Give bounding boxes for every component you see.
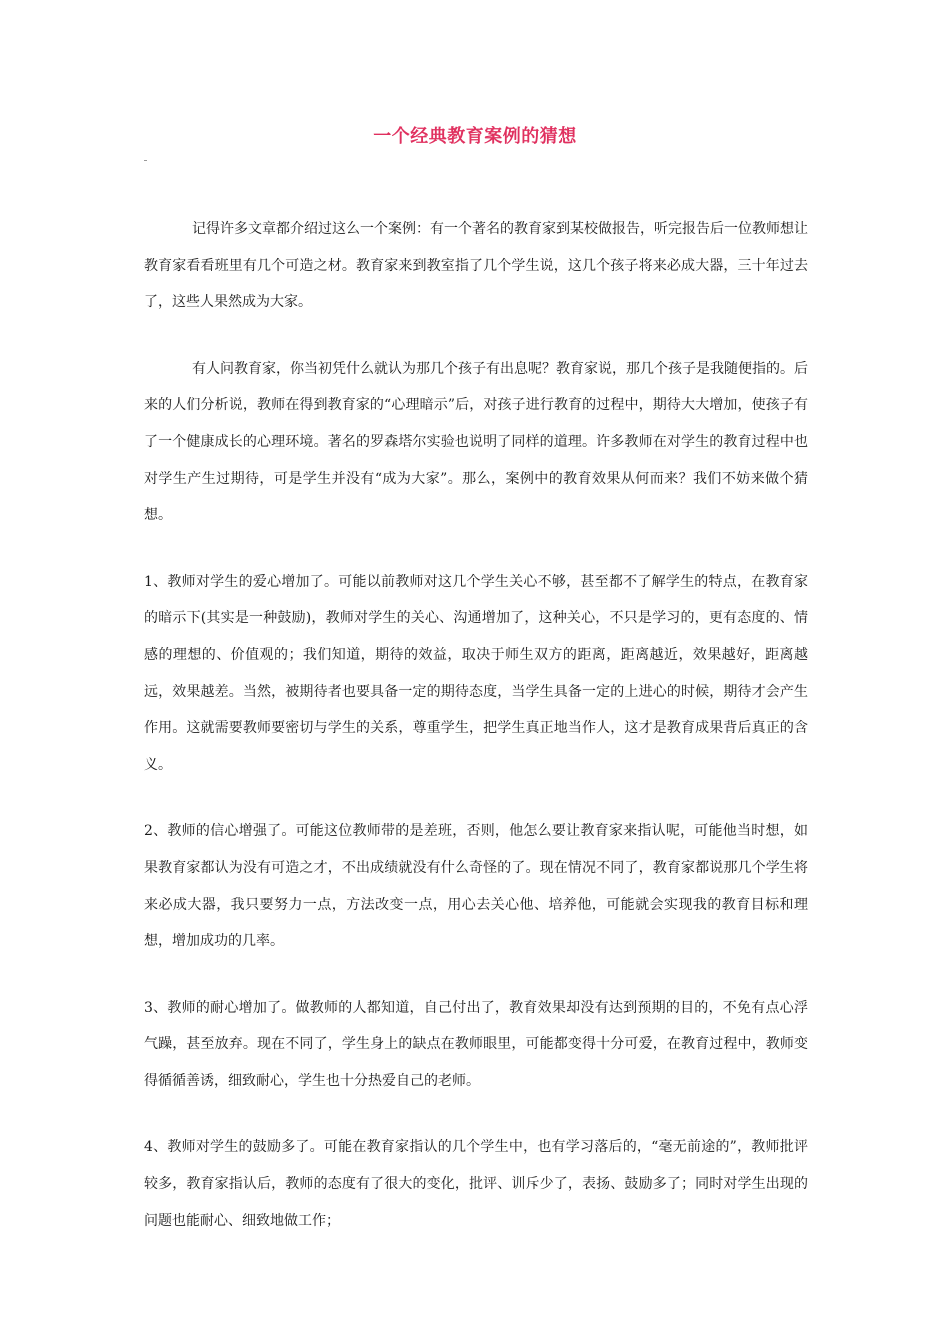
paragraph-point-4: 4、教师对学生的鼓励多了。可能在教育家指认的几个学生中，也有学习落后的，“毫无前途的”，教师批评较多，教育家指认后，教师的态度有了很大的变化，批评、训斥少了，表扬、鼓励多了；同时对学生出现的问题也能耐心、细致地做工作； [144, 1139, 808, 1229]
document-body [144, 211, 808, 1269]
paragraph-point-2: 2、教师的信心增强了。可能这位教师带的是差班，否则，他怎么要让教育家来指认呢，可能他当时想，如果教育家都认为没有可造之才，不出成绩就没有什么奇怪的了。现在情况不同了，教育家都说那几个学生将来必成大器，我只要努力一点，方法改变一点，用心去关心他、培养他，可能就会实现我的教育目标和理想，增加成功的几率。 [144, 823, 808, 950]
paragraph-intro: 记得许多文章都介绍过这么一个案例：有一个著名的教育家到某校做报告，听完报告后一位教师想让教育家看看班里有几个可造之材。教育家来到教室指了几个学生说，这几个孩子将来必成大器，三十年过去了，这些人果然成为大家。 [144, 221, 808, 311]
paragraph-point-3: 3、教师的耐心增加了。做教师的人都知道，自己付出了，教育效果却没有达到预期的目的，不免有点心浮气躁，甚至放弃。现在不同了，学生身上的缺点在教师眼里，可能都变得十分可爱，在教育过程中，教师变得循循善诱，细致耐心，学生也十分热爱自己的老师。 [144, 999, 808, 1089]
document-title: 一个经典教育案例的猜想 [373, 126, 577, 147]
paragraph-analysis: 有人问教育家，你当初凭什么就认为那几个孩子有出息呢？教育家说，那几个孩子是我随便指的。后来的人们分析说，教师在得到教育家的“心理暗示”后，对孩子进行教育的过程中，期待大大增加，使孩子有了一个健康成长的心理环境。著名的罗森塔尔实验也说明了同样的道理。许多教师在对学生的教育过程中也对学生产生过期待，可是学生并没有“成为大家”。那么，案例中的教育效果从何而来？我们不妨来做个猜想。 [144, 360, 808, 524]
paragraph-point-1: 1、教师对学生的爱心增加了。可能以前教师对这几个学生关心不够，甚至都不了解学生的特点，在教育家的暗示下(其实是一种鼓励)，教师对学生的关心、沟通增加了，这种关心，不只是学习的，更有态度的、情感的理想的、价值观的；我们知道，期待的效益，取决于师生双方的距离，距离越近，效果越好，距离越远，效果越差。当然，被期待者也要具备一定的期待态度，当学生具备一定的上进心的时候，期待才会产生作用。这就需要教师要密切与学生的关系，尊重学生，把学生真正地当作人，这才是教育成果背后真正的含义。 [144, 573, 808, 773]
margin-mark [144, 160, 147, 161]
